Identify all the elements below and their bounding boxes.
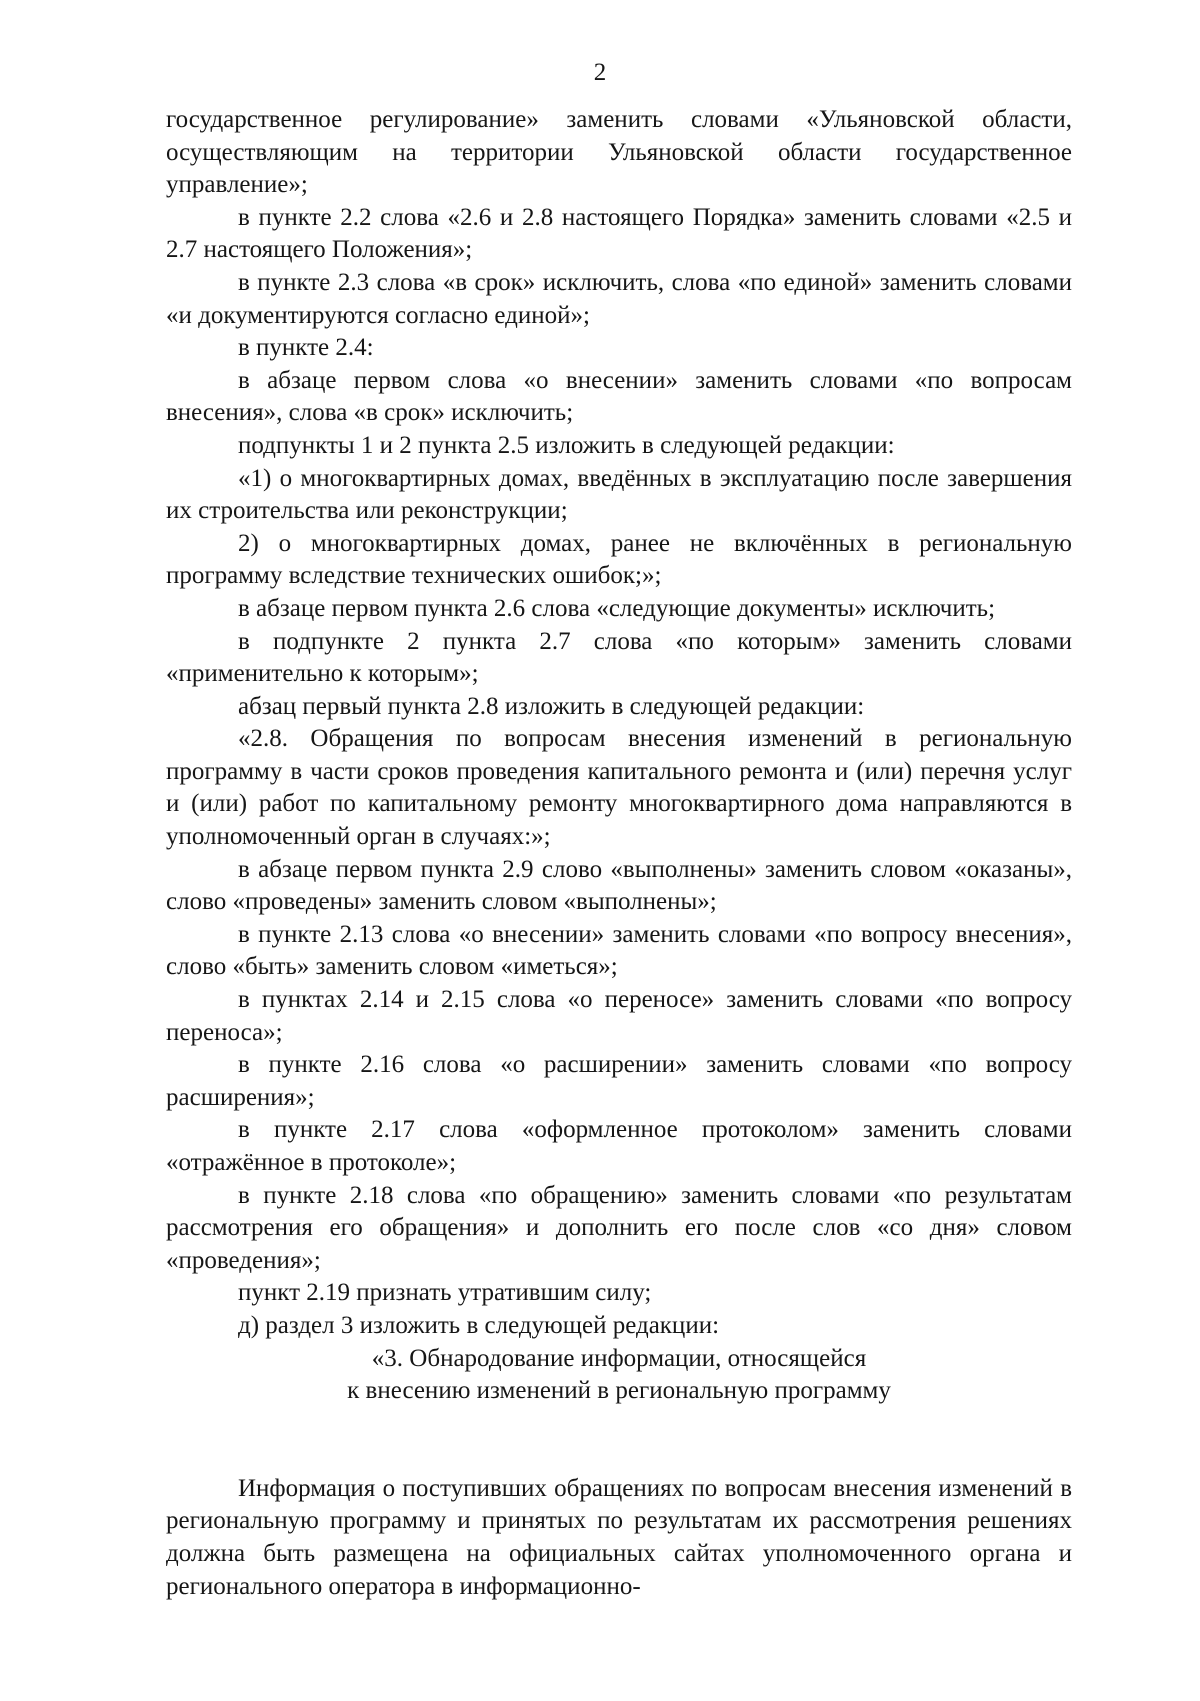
paragraph: в пунктах 2.14 и 2.15 слова «о переносе» заменить словами «по вопросу переноса»; xyxy=(166,986,1072,1046)
paragraph: в пункте 2.4: xyxy=(238,334,374,362)
paragraph: в абзаце первом пункта 2.6 слова «следующие документы» исключить; xyxy=(238,594,996,622)
paragraph: в пункте 2.18 слова «по обращению» заменить словами «по результатам рассмотрения его обращения» и дополнить его после слов «со дня» словом «проведения»; xyxy=(166,1181,1072,1274)
paragraph: пункт 2.19 признать утратившим силу; xyxy=(238,1279,652,1307)
paragraph: д) раздел 3 изложить в следующей редакции: xyxy=(238,1311,720,1339)
paragraphs-bottom xyxy=(166,1473,1072,1603)
paragraph: в подпункте 2 пункта 2.7 слова «по которым» заменить словами «применительно к которым»; xyxy=(166,627,1072,688)
paragraph: Информация о поступивших обращениях по вопросам внесения изменений в региональную программу и принятых по результатам их рассмотрения решениях должна быть размещена на официальных сайтах уполномоченного органа и регионального оператора в информационно- xyxy=(166,1474,1072,1600)
paragraph: подпункты 1 и 2 пункта 2.5 изложить в следующей редакции: xyxy=(238,431,895,459)
paragraph: в пункте 2.13 слова «о внесении» заменить словами «по вопросу внесения», слово «быть» заменить словом «иметься»; xyxy=(166,920,1072,981)
paragraph: в абзаце первом пункта 2.9 слово «выполнены» заменить словом «оказаны», слово «проведены» заменить словом «выполнены»; xyxy=(166,855,1072,916)
section-heading xyxy=(166,1343,1072,1408)
section-heading-line: к внесению изменений в региональную программу xyxy=(347,1377,891,1405)
section-heading-line: «3. Обнародование информации, относящейся xyxy=(371,1344,867,1372)
section-spacer xyxy=(166,1408,1072,1473)
paragraph: государственное регулирование» заменить словами «Ульяновской области, осуществляющим на территории Ульяновской области государственное управление»; xyxy=(166,106,1072,199)
document-body xyxy=(166,104,1072,1603)
paragraphs-top xyxy=(166,104,1072,1343)
paragraph: в пункте 2.3 слова «в срок» исключить, слова «по единой» заменить словами «и документируются согласно единой»; xyxy=(166,268,1072,329)
paragraph: «2.8. Обращения по вопросам внесения изменений в региональную программу в части сроков проведения капитального ремонта и (или) перечня услуг и (или) работ по капитальному ремонту многоквартирного дома направляются в уполномоченный орган в случаях:»; xyxy=(166,725,1072,851)
paragraph: абзац первый пункта 2.8 изложить в следующей редакции: xyxy=(238,692,865,720)
paragraph: в пункте 2.2 слова «2.6 и 2.8 настоящего Порядка» заменить словами «2.5 и 2.7 настоящего Положения»; xyxy=(166,203,1072,264)
paragraph: в пункте 2.16 слова «о расширении» заменить словами «по вопросу расширения»; xyxy=(166,1051,1072,1111)
page-number: 2 xyxy=(593,59,607,86)
paragraph: в абзаце первом слова «о внесении» заменить словами «по вопросам внесения», слова «в срок» исключить; xyxy=(166,366,1072,427)
paragraph: «1) о многоквартирных домах, введённых в эксплуатацию после завершения их строительства или реконструкции; xyxy=(166,464,1072,525)
paragraph: в пункте 2.17 слова «оформленное протоколом» заменить словами «отражённое в протоколе»; xyxy=(166,1116,1072,1176)
paragraph: 2) о многоквартирных домах, ранее не включённых в региональную программу вследствие технических ошибок;»; xyxy=(166,529,1072,590)
